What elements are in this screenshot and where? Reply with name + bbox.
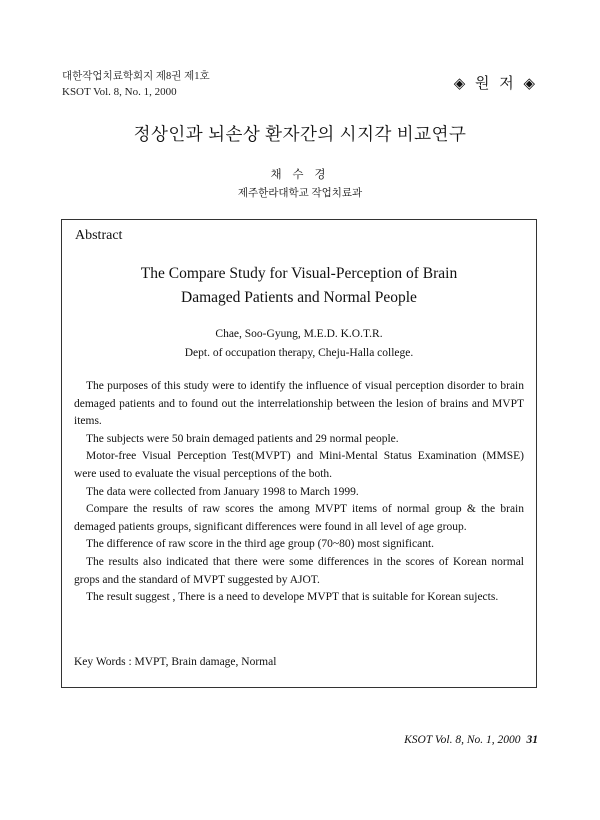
page-number: 31 <box>526 734 538 746</box>
abstract-paragraph: The difference of raw score in the third age group (70~80) most significant. <box>86 538 435 551</box>
paper-title-english <box>62 262 536 310</box>
author-english: Chae, Soo-Gyung, M.E.D. K.O.T.R. <box>215 328 383 340</box>
abstract-paragraph: The purposes of this study were to identify the influence of visual perception disorder to brain demaged patients and to found out the interrelationship between the lesion of brains and MVPT items. <box>74 380 524 428</box>
footer-journal: KSOT Vol. 8, No. 1, 2000 <box>404 734 521 746</box>
article-type-label: ◈ 원 저 ◈ <box>453 76 538 92</box>
abstract-body <box>74 378 524 607</box>
abstract-paragraph: The result suggest , There is a need to develope MVPT that is suitable for Korean sujects. <box>86 591 499 604</box>
title-line-1: The Compare Study for Visual-Perception of Brain <box>140 265 458 282</box>
journal-citation: KSOT Vol. 8, No. 1, 2000 <box>62 86 177 98</box>
abstract-paragraph: Compare the results of raw scores the among MVPT items of normal group & the brain demaged patients groups, significant differences were found in all level of age group. <box>74 503 524 533</box>
abstract-paragraph: The data were collected from January 1998 to March 1999. <box>86 485 359 498</box>
keywords: Key Words : MVPT, Brain damage, Normal <box>74 656 277 668</box>
abstract-paragraph: Motor-free Visual Perception Test(MVPT) and Mini-Mental Status Examination (MMSE) were used to evaluate the visual perceptions of the both. <box>74 450 524 480</box>
abstract-box <box>61 219 537 688</box>
author-korean: 채 수 경 <box>270 169 330 181</box>
author-block-english <box>62 325 536 363</box>
abstract-paragraph: The subjects were 50 brain demaged patients and 29 normal people. <box>86 432 399 445</box>
paper-title-korean: 정상인과 뇌손상 환자간의 시지각 비교연구 <box>133 124 467 144</box>
journal-name-korean: 대한작업치료학회지 제8권 제1호 <box>62 71 210 82</box>
page-footer <box>404 734 538 746</box>
title-line-2: Damaged Patients and Normal People <box>181 289 417 306</box>
abstract-paragraph: The results also indicated that there were some differences in the scores of Korean normal grops and the standard of MVPT suggested by AJOT. <box>74 555 524 586</box>
affiliation-korean: 제주한라대학교 작업치료과 <box>237 188 363 199</box>
affiliation-english: Dept. of occupation therapy, Cheju-Halla college. <box>184 347 414 359</box>
abstract-heading: Abstract <box>75 228 123 243</box>
